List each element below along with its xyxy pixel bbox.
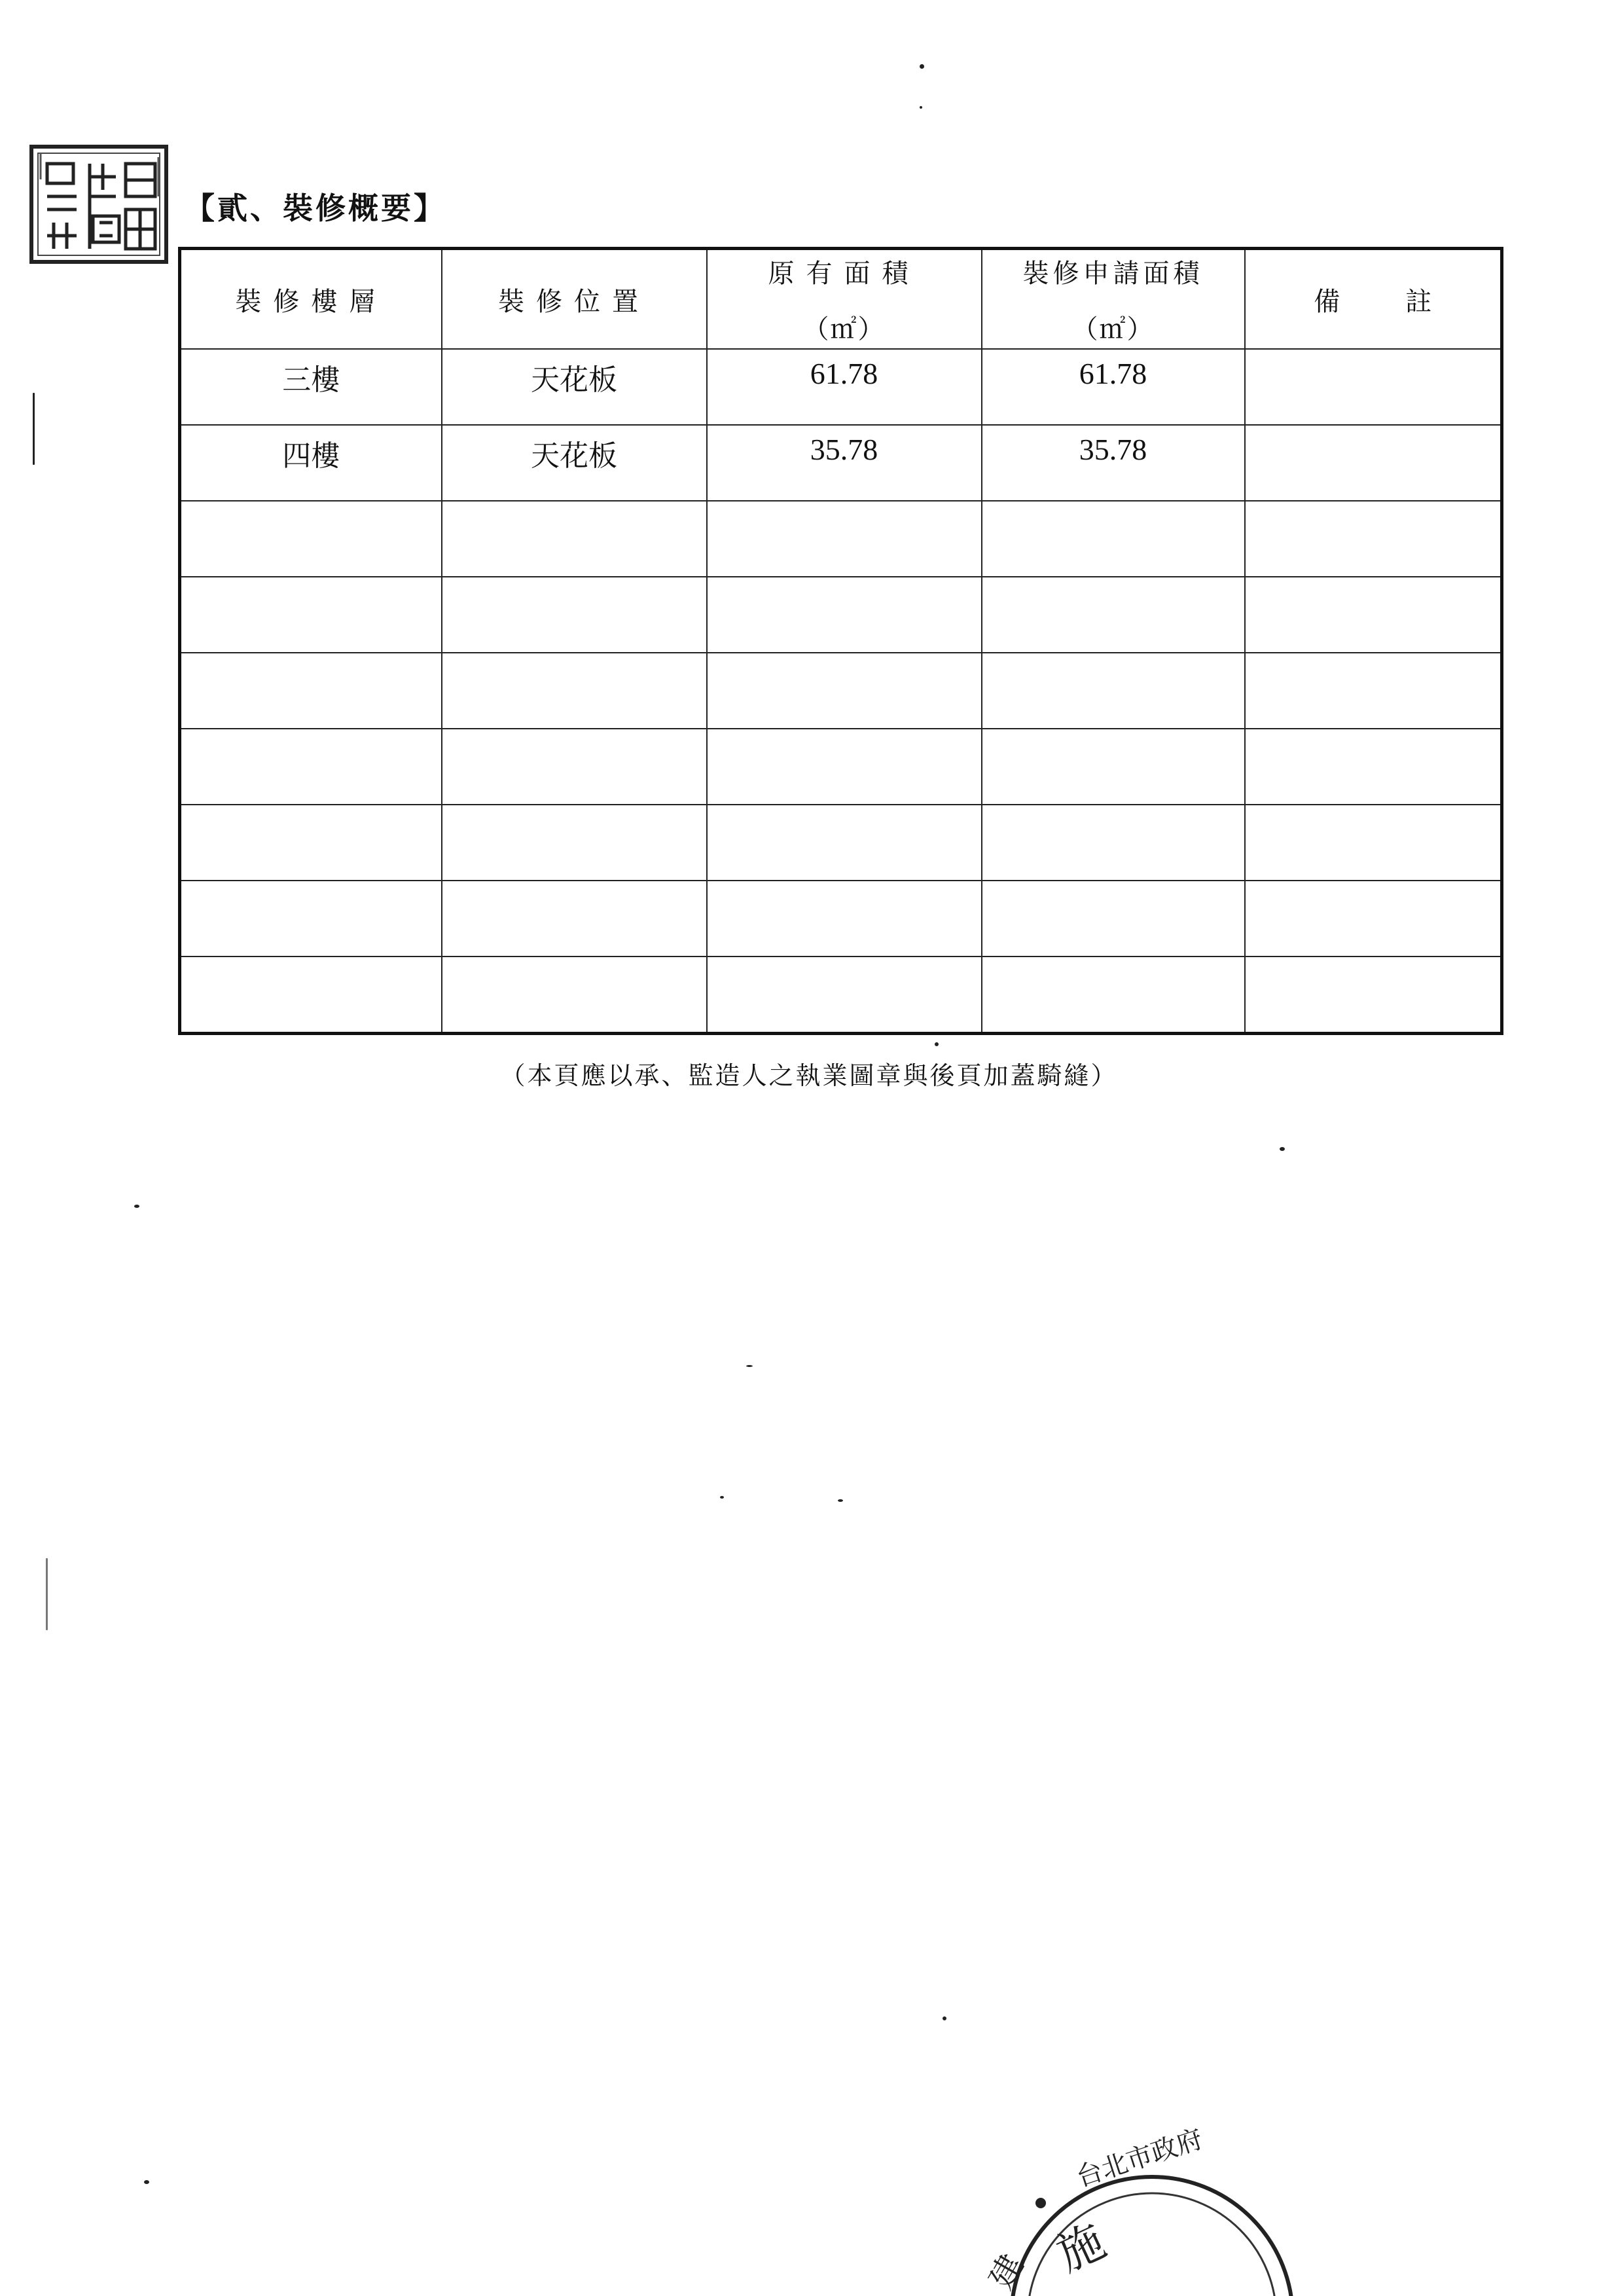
svg-text:台北市政府: 台北市政府: [1072, 2123, 1207, 2193]
cell-remarks: [1245, 501, 1502, 577]
header-location: 裝修位置: [442, 249, 707, 350]
cell-original-area: [707, 577, 982, 653]
table-row: [180, 577, 1502, 653]
footnote: （本頁應以承、監造人之執業圖章與後頁加蓋騎縫）: [500, 1061, 1118, 1090]
cell-floor: [180, 577, 442, 653]
scan-speck: [935, 1042, 939, 1046]
header-applied-area: 裝修申請面積 （㎡）: [982, 249, 1245, 350]
scan-speck: [920, 64, 924, 69]
svg-text:施: 施: [1049, 2214, 1113, 2282]
cell-location: [442, 577, 707, 653]
scan-speck: [144, 2180, 149, 2184]
scan-speck: [46, 1558, 48, 1630]
cell-location: [442, 653, 707, 729]
cell-floor: [180, 881, 442, 957]
cell-original-area: [707, 653, 982, 729]
cell-location: [442, 805, 707, 881]
cell-floor: [180, 501, 442, 577]
cell-floor: [180, 805, 442, 881]
cell-applied-area: [982, 881, 1245, 957]
cell-location: 天花板: [442, 349, 707, 425]
scan-speck: [838, 1499, 843, 1502]
cell-original-area: [707, 729, 982, 805]
cell-remarks: [1245, 653, 1502, 729]
header-original-area: 原有面積 （㎡）: [707, 249, 982, 350]
cell-remarks: [1245, 881, 1502, 957]
scan-speck: [746, 1365, 753, 1367]
round-seal-icon: [982, 2123, 1276, 2296]
cell-applied-area: [982, 957, 1245, 1034]
cell-original-area: [707, 881, 982, 957]
header-floor: 裝修樓層: [180, 249, 442, 350]
cell-location: [442, 501, 707, 577]
table-row: [180, 653, 1502, 729]
table-row: [180, 425, 1502, 501]
scan-speck: [920, 106, 922, 109]
cell-remarks: [1245, 349, 1502, 425]
renovation-summary-table: [178, 247, 1503, 1035]
cell-applied-area: 35.78: [982, 425, 1245, 501]
cell-floor: [180, 957, 442, 1034]
table-row: [180, 349, 1502, 425]
cell-location: 天花板: [442, 425, 707, 501]
cell-remarks: [1245, 805, 1502, 881]
cell-original-area: 35.78: [707, 425, 982, 501]
cell-applied-area: [982, 805, 1245, 881]
scan-speck: [1280, 1147, 1285, 1151]
header-remarks: 備註: [1245, 249, 1502, 350]
cell-floor: [180, 729, 442, 805]
cell-location: [442, 729, 707, 805]
cell-remarks: [1245, 425, 1502, 501]
cell-applied-area: 61.78: [982, 349, 1245, 425]
scan-speck: [943, 2016, 946, 2020]
cell-applied-area: [982, 653, 1245, 729]
scan-speck: [134, 1205, 139, 1208]
cell-floor: [180, 653, 442, 729]
section-title: 【貳、裝修概要】: [185, 191, 446, 226]
scan-speck: [33, 393, 35, 465]
cell-applied-area: [982, 577, 1245, 653]
cell-floor: 四樓: [180, 425, 442, 501]
cell-original-area: [707, 805, 982, 881]
scan-speck: [720, 1496, 724, 1499]
table-row: [180, 729, 1502, 805]
cell-original-area: [707, 957, 982, 1034]
cell-applied-area: [982, 729, 1245, 805]
cell-original-area: [707, 501, 982, 577]
cell-original-area: 61.78: [707, 349, 982, 425]
table-row: [180, 805, 1502, 881]
cell-remarks: [1245, 729, 1502, 805]
cell-applied-area: [982, 501, 1245, 577]
cell-remarks: [1245, 577, 1502, 653]
svg-text:建: 建: [982, 2248, 1032, 2295]
table-header-row: [180, 249, 1502, 350]
cell-floor: 三樓: [180, 349, 442, 425]
seal-stamp-icon: [27, 137, 171, 268]
table-row: [180, 957, 1502, 1034]
cell-remarks: [1245, 957, 1502, 1034]
cell-location: [442, 957, 707, 1034]
table-row: [180, 881, 1502, 957]
table-row: [180, 501, 1502, 577]
cell-location: [442, 881, 707, 957]
